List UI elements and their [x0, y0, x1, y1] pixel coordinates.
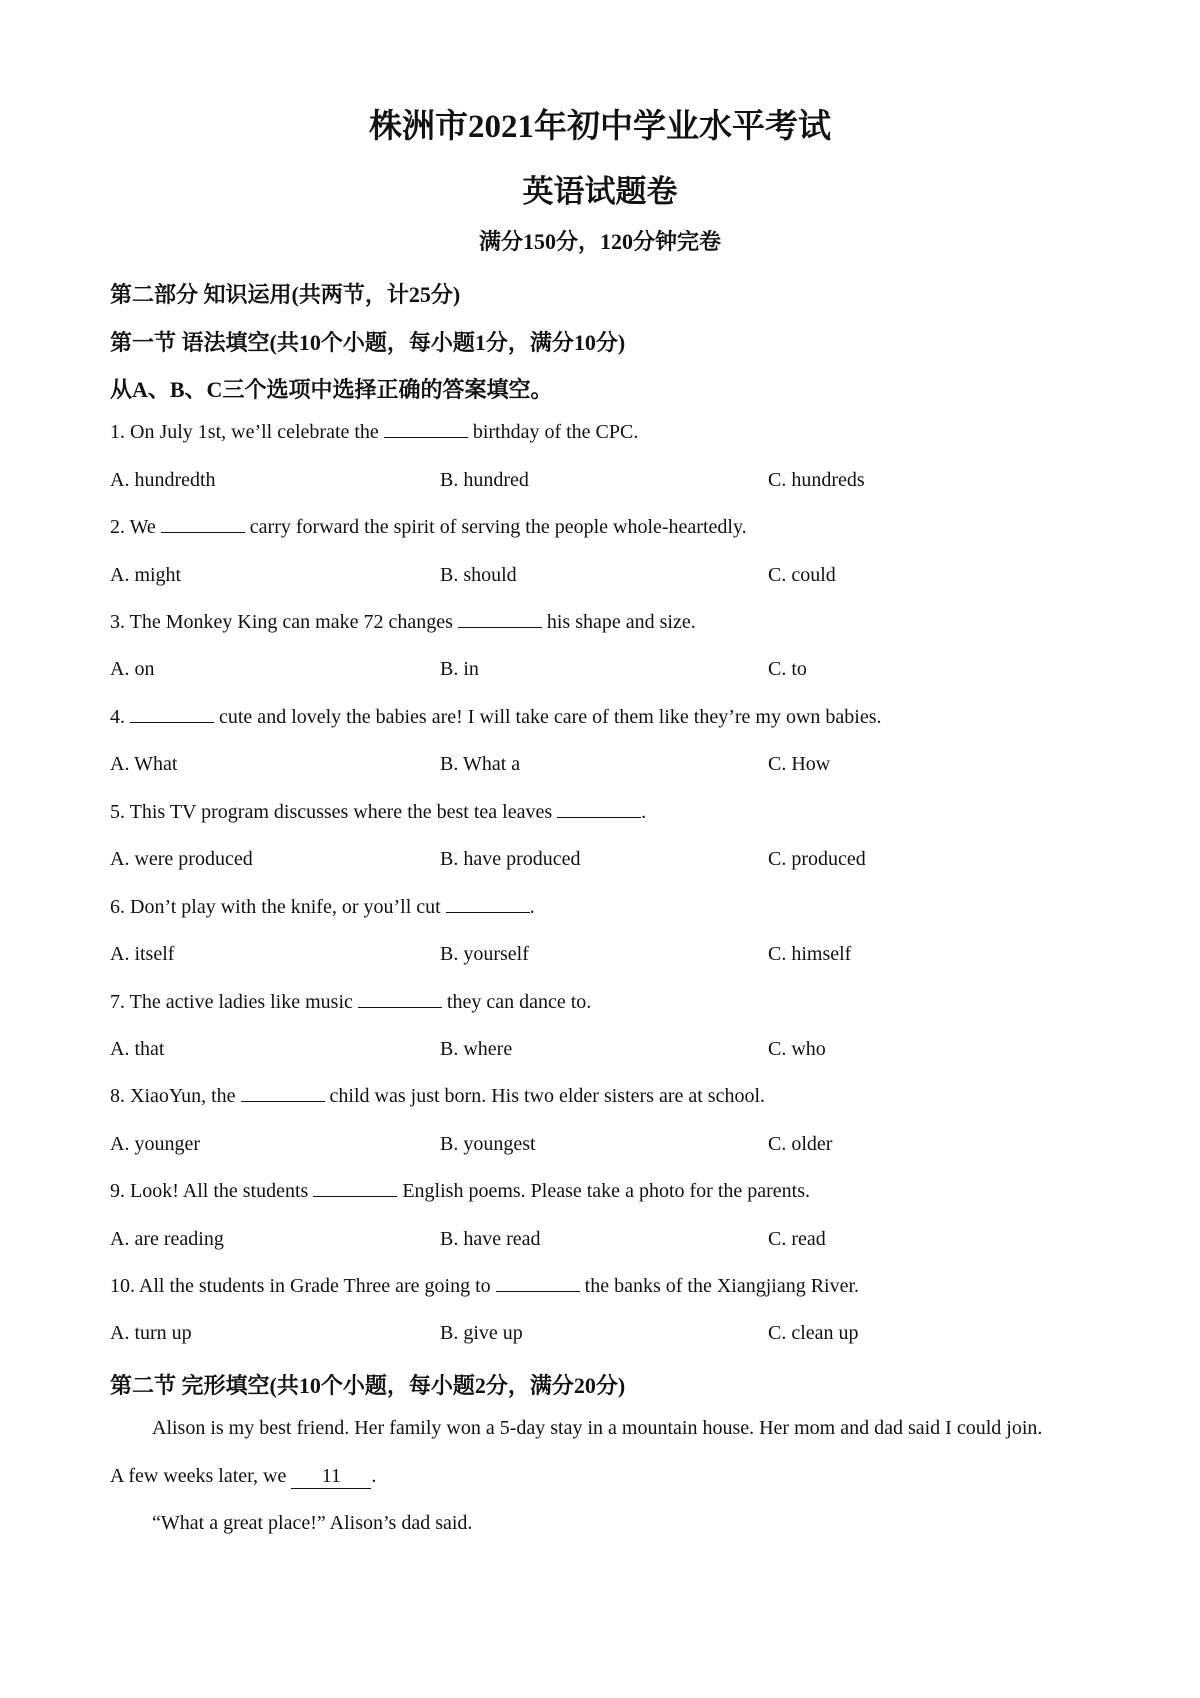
question-text: cute and lovely the babies are! I will take care of them like they’re my own babies. [214, 706, 882, 728]
option-b: B. have produced [440, 848, 581, 870]
option-a: A. What [110, 753, 178, 775]
passage-line: “What a great place!” Alison’s dad said. [152, 1512, 473, 1534]
question-text: 2. We [110, 516, 161, 538]
option-a: A. on [110, 658, 155, 680]
question-text: . [641, 801, 647, 823]
option-a: A. itself [110, 943, 175, 965]
question-text: . [529, 896, 535, 918]
option-a: A. turn up [110, 1322, 192, 1344]
answer-blank [313, 1195, 397, 1197]
question-text: English poems. Please take a photo for the parents. [397, 1180, 811, 1202]
question-10 [110, 1275, 859, 1298]
answer-blank [358, 1006, 442, 1008]
question-text: 5. This TV program discusses where the best tea leaves [110, 801, 558, 823]
section1-heading: 第一节 语法填空(共10个小题，每小题1分，满分10分) [110, 330, 626, 355]
option-c: C. himself [768, 943, 852, 965]
answer-blank [446, 911, 530, 913]
passage-line: Alison is my best friend. Her family won a 5-day stay in a mountain house. Her mom and dad said I could join. [152, 1417, 1043, 1439]
question-text: carry forward the spirit of serving the people whole-heartedly. [244, 516, 747, 538]
question-text: the banks of the Xiangjiang River. [579, 1275, 860, 1297]
option-c: C. clean up [768, 1322, 859, 1344]
question-text: 8. XiaoYun, the [110, 1085, 241, 1107]
exam-title: 株洲市2021年初中学业水平考试 [369, 109, 831, 145]
option-b: B. where [440, 1038, 513, 1060]
question-6 [110, 896, 535, 919]
option-c: C. How [768, 753, 831, 775]
option-b: B. give up [440, 1322, 523, 1344]
answer-blank [557, 816, 641, 818]
question-text: 10. All the students in Grade Three are going to [110, 1275, 496, 1297]
answer-blank [496, 1290, 580, 1292]
question-text: 4. [110, 706, 130, 728]
question-5 [110, 801, 646, 824]
question-text: birthday of the CPC. [467, 421, 639, 443]
exam-info: 满分150分，120分钟完卷 [478, 229, 721, 254]
section2-heading: 第二节 完形填空(共10个小题，每小题2分，满分20分) [110, 1373, 626, 1398]
option-a: A. are reading [110, 1228, 224, 1250]
option-c: C. hundreds [768, 469, 865, 491]
section1-instruction: 从A、B、C三个选项中选择正确的答案填空。 [110, 377, 553, 402]
question-text: his shape and size. [541, 611, 696, 633]
option-b: B. hundred [440, 469, 529, 491]
answer-blank [161, 531, 245, 533]
option-a: A. might [110, 564, 182, 586]
question-text: 6. Don’t play with the knife, or you’ll cut [110, 896, 446, 918]
answer-blank [241, 1100, 325, 1102]
question-text: child was just born. His two elder sisters are at school. [324, 1085, 766, 1107]
option-b: B. yourself [440, 943, 529, 965]
passage-text: . [371, 1465, 377, 1487]
question-3 [110, 611, 696, 634]
exam-subtitle: 英语试题卷 [522, 174, 678, 209]
question-8 [110, 1085, 765, 1108]
question-4 [110, 706, 882, 729]
option-b: B. in [440, 658, 479, 680]
question-text: 9. Look! All the students [110, 1180, 314, 1202]
option-c: C. who [768, 1038, 826, 1060]
option-c: C. could [768, 564, 836, 586]
passage-text: A few weeks later, we [110, 1465, 292, 1487]
option-a: A. were produced [110, 848, 253, 870]
numbered-blank: 11 [291, 1465, 371, 1489]
question-text: 1. On July 1st, we’ll celebrate the [110, 421, 384, 443]
question-text: 3. The Monkey King can make 72 changes [110, 611, 458, 633]
question-text: they can dance to. [441, 991, 592, 1013]
option-c: C. read [768, 1228, 826, 1250]
option-b: B. have read [440, 1228, 541, 1250]
option-b: B. youngest [440, 1133, 536, 1155]
option-a: A. younger [110, 1133, 200, 1155]
part-heading: 第二部分 知识运用(共两节，计25分) [110, 282, 461, 307]
question-7 [110, 991, 591, 1014]
option-c: C. older [768, 1133, 833, 1155]
question-2 [110, 516, 747, 539]
option-c: C. produced [768, 848, 866, 870]
question-text: 7. The active ladies like music [110, 991, 358, 1013]
option-b: B. should [440, 564, 517, 586]
question-9 [110, 1180, 810, 1203]
question-1 [110, 421, 638, 444]
passage-line [110, 1465, 376, 1489]
option-a: A. hundredth [110, 469, 216, 491]
answer-blank [458, 626, 542, 628]
answer-blank [384, 436, 468, 438]
option-c: C. to [768, 658, 807, 680]
option-a: A. that [110, 1038, 165, 1060]
option-b: B. What a [440, 753, 521, 775]
answer-blank [130, 721, 214, 723]
